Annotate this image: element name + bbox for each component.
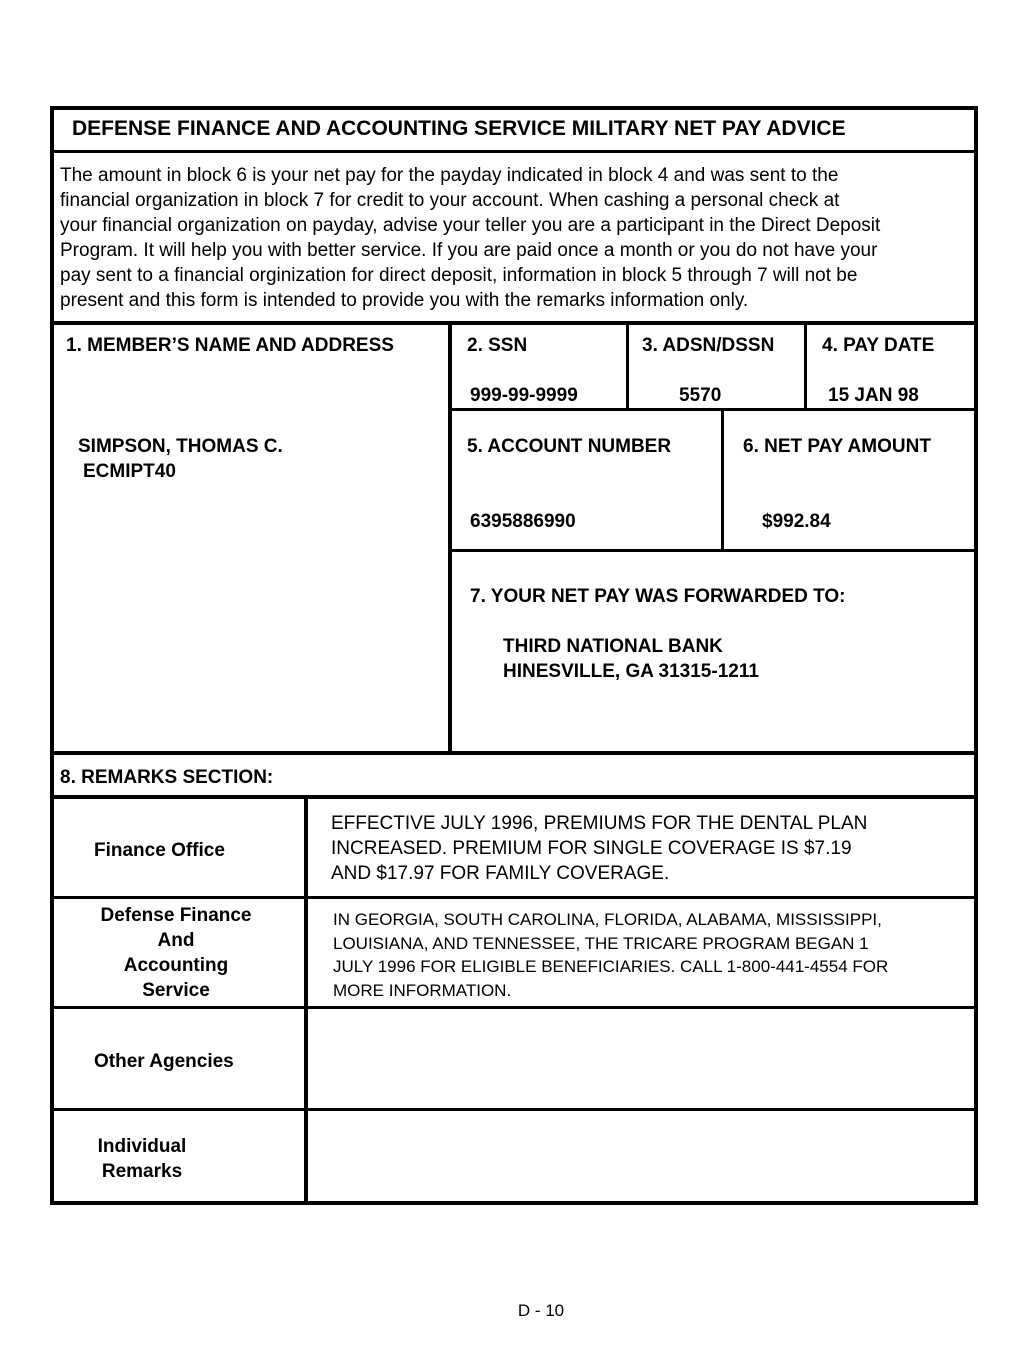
member-label: 1. MEMBER’S NAME AND ADDRESS: [66, 335, 394, 356]
remarks-text-dfas: [333, 908, 888, 1002]
divider-account-netpay: [721, 408, 724, 552]
divider-intro: [50, 321, 978, 325]
account-label: 5. ACCOUNT NUMBER: [467, 436, 672, 457]
intro-line: present and this form is intended to provide you with the remarks information only.: [60, 290, 749, 311]
page-number: D - 10: [517, 1301, 565, 1320]
form-border-bottom: [50, 1201, 978, 1205]
remarks-text-line: MORE INFORMATION.: [333, 980, 512, 1000]
intro-line: Program. It will help you with better service. If you are paid once a month or you do not have your: [60, 240, 878, 261]
pay-date-value: 15 JAN 98: [828, 385, 919, 406]
divider-remarks-source: [304, 795, 308, 1205]
account-value: 6395886990: [470, 511, 576, 532]
intro-line: pay sent to a financial orginization for direct deposit, information in block 5 through 7 will not be: [60, 265, 858, 286]
remarks-text-line: AND $17.97 FOR FAMILY COVERAGE.: [331, 863, 670, 884]
intro-line: The amount in block 6 is your net pay for the payday indicated in block 4 and was sent to the: [60, 165, 839, 186]
divider-block-5-6: [449, 549, 978, 552]
remarks-source-line: Accounting: [123, 955, 229, 976]
net-pay-value: $992.84: [762, 511, 831, 532]
remarks-source-line: Defense Finance: [100, 905, 252, 926]
remarks-source-individual: [70, 1134, 214, 1184]
net-pay-label: 6. NET PAY AMOUNT: [743, 436, 931, 457]
remarks-text-line: LOUISIANA, AND TENNESSEE, THE TRICARE PROGRAM BEGAN 1: [333, 933, 869, 953]
divider-ssn-adsn: [626, 321, 629, 411]
divider-member-column: [448, 321, 452, 754]
ssn-value: 999-99-9999: [470, 385, 578, 406]
remarks-source-line: Remarks: [101, 1161, 183, 1182]
remarks-text-finance-office: [331, 811, 867, 886]
intro-paragraph: [60, 163, 880, 313]
forwarded-city: HINESVILLE, GA 31315-1211: [503, 661, 759, 682]
divider-block-2-4: [449, 408, 978, 411]
pay-date-label: 4. PAY DATE: [822, 335, 935, 356]
divider-title: [50, 150, 978, 153]
divider-remarks-header: [50, 795, 978, 799]
remarks-label: 8. REMARKS SECTION:: [60, 767, 274, 788]
remarks-source-other-agencies: Other Agencies: [94, 1051, 234, 1072]
remarks-text-line: INCREASED. PREMIUM FOR SINGLE COVERAGE IS $7.19: [331, 838, 852, 859]
intro-line: financial organization in block 7 for credit to your account. When cashing a personal check at: [60, 190, 840, 211]
form-border-right: [974, 106, 978, 1205]
remarks-source-line: Service: [142, 980, 210, 1001]
adsn-label: 3. ADSN/DSSN: [642, 335, 775, 356]
form-border-left: [50, 106, 54, 1205]
member-address: ECMIPT40: [83, 461, 176, 482]
remarks-text-line: JULY 1996 FOR ELIGIBLE BENEFICIARIES. CALL 1-800-441-4554 FOR: [333, 957, 889, 976]
form-title: DEFENSE FINANCE AND ACCOUNTING SERVICE MILITARY NET PAY ADVICE: [72, 117, 846, 140]
divider-remarks-2: [50, 1006, 974, 1009]
forwarded-bank: THIRD NATIONAL BANK: [503, 636, 723, 657]
adsn-value: 5570: [679, 385, 722, 406]
form-border-top: [50, 106, 978, 110]
remarks-source-dfas: [66, 903, 286, 1003]
remarks-source-finance-office: Finance Office: [94, 840, 225, 861]
divider-main: [50, 751, 978, 755]
remarks-text-line: IN GEORGIA, SOUTH CAROLINA, FLORIDA, ALABAMA, MISSISSIPPI,: [333, 910, 882, 929]
divider-remarks-3: [50, 1108, 974, 1111]
ssn-label: 2. SSN: [467, 335, 528, 356]
remarks-source-line: Individual: [97, 1136, 187, 1157]
forwarded-label: 7. YOUR NET PAY WAS FORWARDED TO:: [470, 586, 846, 607]
divider-remarks-1: [50, 896, 974, 899]
divider-adsn-date: [804, 321, 807, 411]
member-name: SIMPSON, THOMAS C.: [78, 436, 283, 457]
remarks-source-line: And: [157, 930, 195, 951]
remarks-text-line: EFFECTIVE JULY 1996, PREMIUMS FOR THE DENTAL PLAN: [331, 813, 868, 834]
intro-line: your financial organization on payday, advise your teller you are a participant in the Direct Deposit: [60, 215, 881, 236]
